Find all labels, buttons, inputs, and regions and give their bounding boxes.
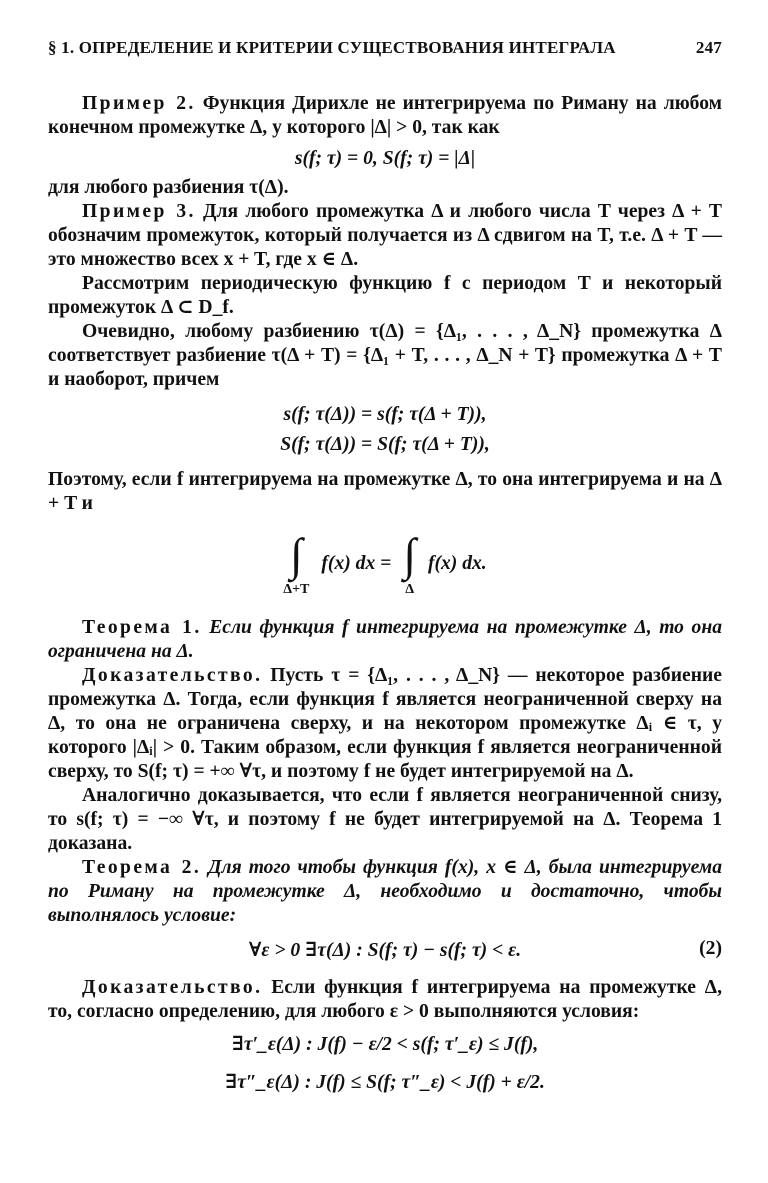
- criterion-formula: ∀ε > 0 ∃τ(Δ) : S(f; τ) − s(f; τ) < ε.: [248, 940, 522, 961]
- theorem-1-proof-text: Пусть τ = {Δ₁, . . . , Δ_N} — некоторое разбиение промежутка Δ. Тогда, если функция f является неограниченной сверху на Δ, то она не ограничена сверху, и на некотором промежутке Δᵢ ∈ τ, у которого |Δᵢ| > 0. Таким образом, если функция f является неограниченной сверху, то S(f; τ) = +∞ ∀τ, и поэтому f не будет интегрируемой на Δ.: [48, 665, 722, 782]
- example-2-formula: s(f; τ) = 0, S(f; τ) = |Δ|: [294, 148, 476, 169]
- criterion-equation: [48, 938, 722, 962]
- integral-sign-icon: ∫: [403, 529, 416, 580]
- integral-lhs: [283, 530, 309, 598]
- example-2: [48, 92, 722, 140]
- example-2-label: Пример 2.: [82, 93, 196, 114]
- example-3-formula-2: S(f; τ(Δ)) = S(f; τ(Δ + T)),: [280, 434, 490, 455]
- theorem-2-proof: [48, 976, 722, 1024]
- example-3-label: Пример 3.: [82, 201, 196, 222]
- example-3-paragraph-4: Поэтому, если f интегрируема на промежутке Δ, то она интегрируема и на Δ + T и: [48, 469, 722, 514]
- theorem-1-label: Теорема 1.: [82, 617, 202, 638]
- example-3-paragraph-3: Очевидно, любому разбиению τ(Δ) = {Δ₁, . . . , Δ_N} промежутка Δ соответствует разбиение τ(Δ + T) = {Δ₁ + T, . . . , Δ_N + T} промежутка Δ + T и наоборот, причем: [48, 321, 722, 390]
- equation-number: (2): [699, 938, 722, 959]
- example-3-paragraph-2: Рассмотрим периодическую функцию f с периодом T и некоторый промежуток Δ ⊂ D_f.: [48, 273, 722, 318]
- theorem-2-label: Теорема 2.: [82, 857, 202, 878]
- theorem-2-statement: Для того чтобы функция f(x), x ∈ Δ, была интегрируема по Риману на промежутке Δ, необходимо и достаточно, чтобы выполнялось условие:: [48, 857, 723, 926]
- running-header: [48, 38, 722, 58]
- integral-equality: [48, 530, 722, 598]
- integral-lhs-integrand: f(x) dx =: [321, 553, 392, 574]
- example-3: [48, 200, 722, 272]
- theorem-1-proof-2: Аналогично доказывается, что если f является неограниченной снизу, то s(f; τ) = −∞ ∀τ, и поэтому f не будет интегрируемой на Δ. Теорема 1 доказана.: [48, 785, 722, 854]
- integral-sign-icon: ∫: [290, 529, 303, 580]
- example-2-after: для любого разбиения τ(Δ).: [48, 177, 289, 198]
- inequality-2: ∃τ″_ε(Δ) : J(f) ≤ S(f; τ″_ε) < J(f) + ε/2.: [225, 1072, 545, 1093]
- theorem-1: [48, 616, 722, 664]
- theorem-2: [48, 856, 722, 928]
- inequality-1: ∃τ′_ε(Δ) : J(f) − ε/2 < s(f; τ′_ε) ≤ J(f),: [231, 1034, 539, 1055]
- header-title: § 1. ОПРЕДЕЛЕНИЕ И КРИТЕРИИ СУЩЕСТВОВАНИЯ ИНТЕГРАЛА: [48, 38, 616, 57]
- example-2-text: Функция Дирихле не интегрируема по Риману на любом конечном промежутке Δ, у которого |Δ| > 0, так как: [48, 93, 722, 138]
- integral-rhs-integrand: f(x) dx.: [427, 553, 487, 574]
- integral-rhs: [403, 530, 416, 598]
- theorem-2-proof-text: Если функция f интегрируема на промежутке Δ, то, согласно определению, для любого ε > 0 выполняются условия:: [48, 977, 722, 1022]
- integral-lhs-domain: Δ+T: [283, 582, 310, 597]
- theorem-2-proof-label: Доказательство.: [82, 977, 263, 998]
- theorem-1-proof-label: Доказательство.: [82, 665, 263, 686]
- theorem-1-proof: [48, 664, 722, 784]
- theorem-1-statement: Если функция f интегрируема на промежутке Δ, то она ограничена на Δ.: [48, 617, 722, 662]
- page-number: 247: [695, 38, 722, 57]
- example-3-text: Для любого промежутка Δ и любого числа T через Δ + T обозначим промежуток, который получается из Δ сдвигом на T, т.е. Δ + T — это множество всех x + T, где x ∈ Δ.: [48, 201, 722, 270]
- example-3-formula-1: s(f; τ(Δ)) = s(f; τ(Δ + T)),: [283, 404, 487, 425]
- integral-rhs-domain: Δ: [405, 582, 415, 597]
